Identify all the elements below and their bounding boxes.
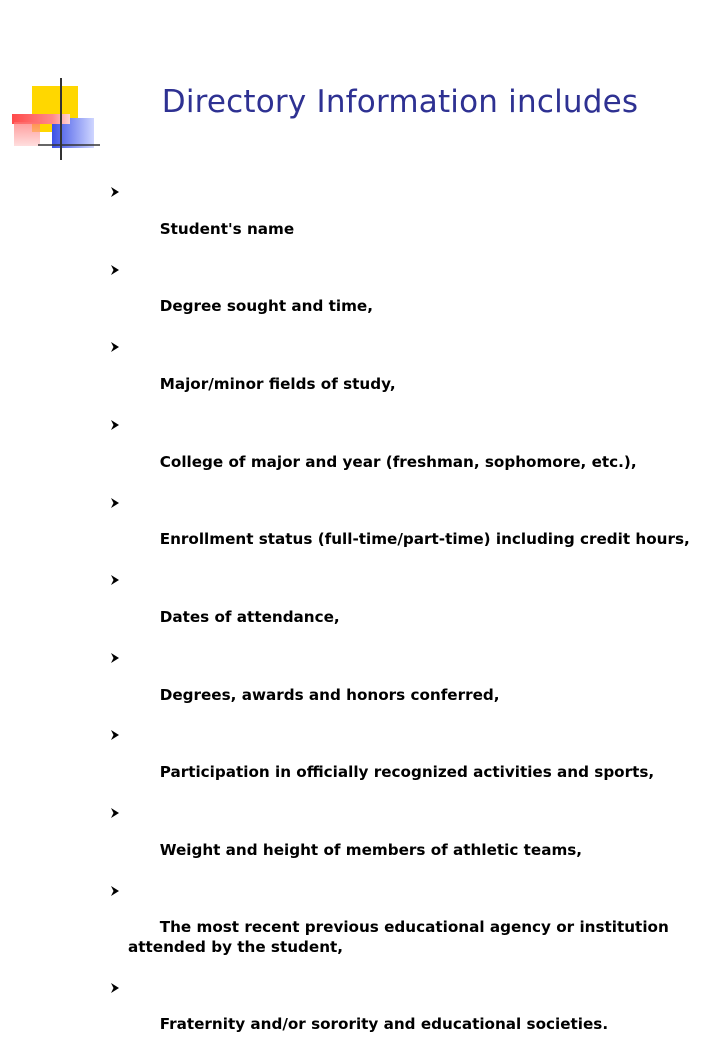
decorative-logo-icon — [0, 0, 110, 170]
arrow-bullet-icon — [110, 342, 120, 352]
list-item-text: Participation in officially recognized activities and sports, — [159, 763, 655, 782]
list-item — [110, 977, 710, 1054]
arrow-bullet-icon — [110, 983, 120, 993]
list-item-text: Enrollment status (full-time/part-time) including credit hours, — [159, 530, 690, 549]
list-item-text: Weight and height of members of athletic teams, — [159, 840, 583, 859]
list-item — [110, 414, 710, 492]
bullet-list — [110, 181, 710, 1054]
list-item — [110, 802, 710, 880]
arrow-bullet-icon — [110, 808, 120, 818]
list-item-text: Major/minor fields of study, — [159, 375, 396, 394]
list-item — [110, 492, 710, 570]
arrow-bullet-icon — [110, 498, 120, 508]
list-item-text: The most recent previous educational agency or institution attended by the student, — [128, 918, 669, 956]
list-item — [110, 336, 710, 414]
list-item-text: Student's name — [159, 219, 295, 238]
list-item-text: Dates of attendance, — [159, 607, 340, 626]
list-item-text: Degree sought and time, — [159, 297, 373, 316]
list-item-text: College of major and year (freshman, sophomore, etc.), — [159, 452, 637, 471]
arrow-bullet-icon — [110, 575, 120, 585]
arrow-bullet-icon — [110, 730, 120, 740]
slide-title: Directory Information includes — [161, 84, 639, 120]
arrow-bullet-icon — [110, 420, 120, 430]
arrow-bullet-icon — [110, 187, 120, 197]
arrow-bullet-icon — [110, 653, 120, 663]
list-item — [110, 880, 710, 977]
list-item — [110, 647, 710, 725]
list-item — [110, 569, 710, 647]
arrow-bullet-icon — [110, 265, 120, 275]
list-item — [110, 259, 710, 337]
list-item — [110, 724, 710, 802]
list-item-text: Fraternity and/or sorority and educational societies. — [159, 1015, 609, 1034]
arrow-bullet-icon — [110, 886, 120, 896]
list-item — [110, 181, 710, 259]
list-item-text: Degrees, awards and honors conferred, — [159, 685, 500, 704]
